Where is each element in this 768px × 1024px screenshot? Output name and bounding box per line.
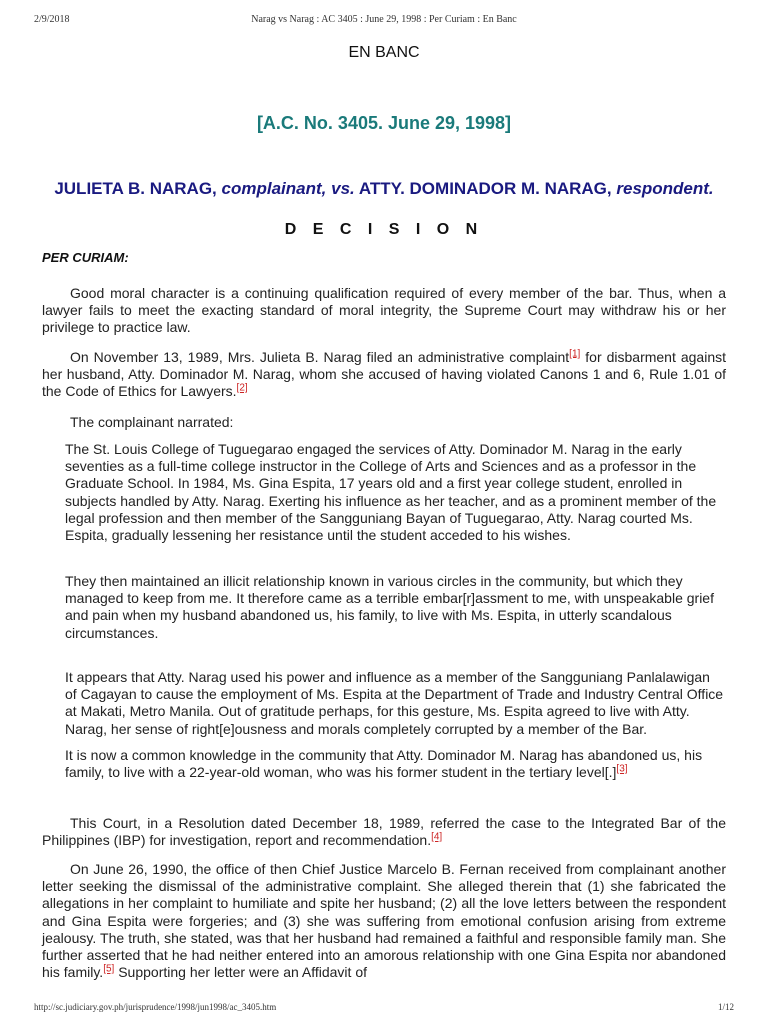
print-date: 2/9/2018 [34, 14, 70, 25]
footnote-link-2[interactable]: [2] [236, 382, 248, 394]
print-title: Narag vs Narag : AC 3405 : June 29, 1998 : Per Curiam : En Banc [251, 14, 517, 25]
paragraph-1 [42, 285, 726, 337]
paragraph-5-text: On June 26, 1990, the office of then Chief Justice Marcelo B. Fernan received from complainant another letter seeking the dismissal of the administrative complaint. She alleged therein that (1) she fabricated the allegations in her complaint to humiliate and spite her husband; (2) all the love letters between the respondent and Gina Espita were forgeries; and (3) she was suffering from emotional confusion arising from extreme jealousy. The truth, she stated, was that her husband had remained a faithful and responsible family man. She further asserted that he had neither entered into an amorous relationship with one Gina Espita nor abandoned his family. [42, 861, 726, 981]
quote-2: They then maintained an illicit relationship known in various circles in the community, but which they managed to keep from me. It therefore came as a terrible embar[r]assment to me, with unspeakable grief and pain when my husband abandoned us, his family, to live with Ms. Espita, in utterly scandalous circumstances. [65, 573, 714, 641]
paragraph-4 [42, 815, 726, 849]
paragraph-2-text-b: for disbarment against her husband, Atty. Dominador M. Narag, whom she accused of having violated Canons 1 and 6, Rule 1.01 of the Code of Ethics for Lawyers. [42, 349, 726, 400]
respondent-role: respondent. [616, 179, 714, 198]
versus: vs. [331, 179, 355, 198]
case-number: [A.C. No. 3405. June 29, 1998] [256, 113, 512, 133]
paragraph-2 [42, 349, 726, 401]
paragraph-5-text-b: Supporting her letter were an Affidavit of [114, 964, 367, 981]
respondent-name: ATTY. DOMINADOR M. NARAG, [358, 179, 612, 198]
quote-1: The St. Louis College of Tuguegarao engaged the services of Atty. Dominador M. Narag in the early seventies as a full-time college instructor in the College of Arts and Sciences and as a professor in the Graduate School. In 1984, Ms. Gina Espita, 17 years old and a first year college student, enrolled in subjects handled by Atty. Narag. Exerting his influence as her teacher, and as a prominent member of the legal profession and then member of the Sangguniang Bayan of Tuguegarao, Atty. Narag courted Ms. Espita, gradually lessening her resistance until the student acceded to his wishes. [65, 441, 717, 544]
source-url: http://sc.judiciary.gov.ph/jurisprudence/1998/jun1998/ac_3405.htm [34, 1002, 277, 1012]
footnote-link-4[interactable]: [4] [431, 831, 443, 843]
case-parties [0, 179, 768, 199]
per-curiam-label: PER CURIAM: [42, 250, 129, 265]
print-header [34, 14, 734, 28]
paragraph-5 [42, 861, 726, 981]
decision-heading: D E C I S I O N [284, 221, 484, 238]
paragraph-3-text: The complainant narrated: [70, 414, 234, 430]
footnote-link-5[interactable]: [5] [103, 963, 115, 975]
complainant-name: JULIETA B. NARAG, [54, 179, 217, 198]
footnote-link-1[interactable]: [1] [569, 348, 581, 360]
paragraph-3 [42, 414, 726, 431]
print-footer [34, 1002, 734, 1014]
quote-4-text: It is now a common knowledge in the community that Atty. Dominador M. Narag has abandoned us, his family, to live with a 22-year-old woman, who was his former student in the tertiary level[.] [65, 747, 703, 781]
paragraph-4-text: This Court, in a Resolution dated December 18, 1989, referred the case to the Integrated Bar of the Philippines (IBP) for investigation, report and recommendation. [42, 815, 726, 849]
complainant-role: complainant, [221, 179, 327, 198]
footnote-link-3[interactable]: [3] [616, 763, 628, 775]
quote-4 [65, 747, 725, 781]
quote-3: It appears that Atty. Narag used his power and influence as a member of the Sangguniang Panlalawigan of Cagayan to cause the employment of Ms. Espita at the Department of Trade and Industry Central Office at Makati, Metro Manila. Out of gratitude perhaps, for this gesture, Ms. Espita agreed to live with Atty. Narag, her sense of right[e]ousness and morals completely corrupted by a member of the Bar. [65, 669, 724, 737]
page-number: 1/12 [717, 1002, 734, 1012]
paragraph-1-text: Good moral character is a continuing qualification required of every member of the bar. Thus, when a lawyer fails to meet the exacting standard of moral integrity, the Supreme Court may withdraw his or her privilege to practice law. [42, 285, 726, 336]
paragraph-2-text-a: On November 13, 1989, Mrs. Julieta B. Narag filed an administrative complaint [70, 349, 570, 365]
court-division: EN BANC [348, 44, 420, 61]
